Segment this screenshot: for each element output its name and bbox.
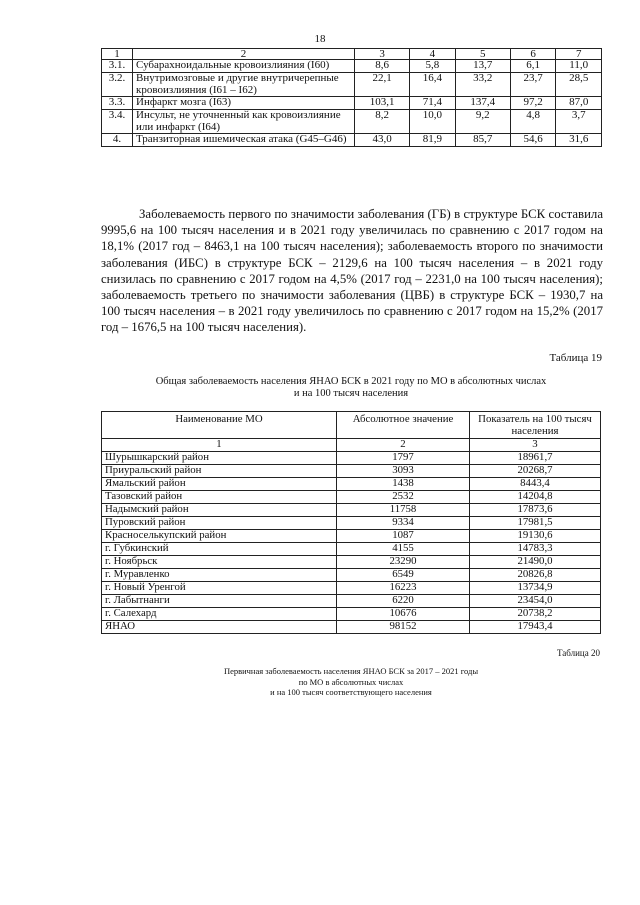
- body-paragraph: Заболеваемость первого по значимости заболевания (ГБ) в структуре БСК составила 9995,6 на 100 тысяч населения и в 2021 году увеличилась по сравнению с 2017 годом на 18,1% (2017 год – 8463,1 на 100 тысяч населения); заболеваемость второго по значимости заболевания (ИБС) в структуре БСК – 2129,6 на 100 тысяч населения – в 2021 году снизилась по сравнению с 2017 годом на 4,5% (2017 год – 2231,0 на 100 тысяч населения); заболеваемость третьего по значимости заболевания (ЦВБ) в структуре БСК – 1930,7 на 100 тысяч населения – в 2021 году увеличилось по сравнению с 2017 годом на 15,2% (2017 год – 1676,5 на 100 тысяч населения).: [101, 207, 603, 335]
- absolute-value: 1087: [337, 529, 470, 542]
- value-cell: 6,1: [510, 60, 556, 73]
- value-cell: 87,0: [556, 97, 602, 110]
- absolute-value: 98152: [337, 620, 470, 633]
- table-row: [102, 555, 601, 568]
- table-row: [102, 490, 601, 503]
- value-cell: 81,9: [410, 134, 456, 147]
- table-row: [102, 594, 601, 607]
- value-cell: 9,2: [455, 110, 510, 134]
- page-number: 18: [314, 33, 326, 45]
- mo-name: Ямальский район: [102, 477, 337, 490]
- rate-value: 13734,9: [470, 581, 601, 594]
- rate-value: 8443,4: [470, 477, 601, 490]
- table-row: [102, 620, 601, 633]
- value-cell: 8,6: [355, 60, 410, 73]
- table-header-row: [102, 412, 601, 439]
- rate-value: 23454,0: [470, 594, 601, 607]
- rate-value: 14783,3: [470, 542, 601, 555]
- rate-value: 17943,4: [470, 620, 601, 633]
- mo-name: г. Губкинский: [102, 542, 337, 555]
- table-header-row: [102, 49, 602, 60]
- header-cell: 7: [556, 49, 602, 60]
- header-cell: 6: [510, 49, 556, 60]
- diseases-table: [101, 48, 602, 147]
- rate-value: 17981,5: [470, 516, 601, 529]
- table-row: [102, 607, 601, 620]
- rate-value: 17873,6: [470, 503, 601, 516]
- value-cell: 8,2: [355, 110, 410, 134]
- mo-name: Надымский район: [102, 503, 337, 516]
- absolute-value: 4155: [337, 542, 470, 555]
- mo-name: Тазовский район: [102, 490, 337, 503]
- value-cell: 5,8: [410, 60, 456, 73]
- value-cell: 54,6: [510, 134, 556, 147]
- table-row: [102, 503, 601, 516]
- mo-name: г. Муравленко: [102, 568, 337, 581]
- absolute-value: 10676: [337, 607, 470, 620]
- header-cell: 3: [355, 49, 410, 60]
- value-cell: 97,2: [510, 97, 556, 110]
- absolute-value: 23290: [337, 555, 470, 568]
- index-cell: 1: [102, 439, 337, 452]
- header-cell: 2: [133, 49, 355, 60]
- table-row: [102, 568, 601, 581]
- disease-name: Инфаркт мозга (I63): [133, 97, 355, 110]
- rate-value: 20268,7: [470, 464, 601, 477]
- rate-value: 19130,6: [470, 529, 601, 542]
- mo-name: Пуровский район: [102, 516, 337, 529]
- table-row: [102, 134, 602, 147]
- row-number: 3.3.: [102, 97, 133, 110]
- index-row: [102, 439, 601, 452]
- mo-name: г. Новый Уренгой: [102, 581, 337, 594]
- table-row: [102, 73, 602, 97]
- row-number: 3.2.: [102, 73, 133, 97]
- table-19-label: Таблица 19: [549, 352, 602, 364]
- table-row: [102, 60, 602, 73]
- row-number: 3.4.: [102, 110, 133, 134]
- value-cell: 85,7: [455, 134, 510, 147]
- header-cell: Абсолютное значение: [337, 412, 470, 439]
- value-cell: 23,7: [510, 73, 556, 97]
- disease-name: Внутримозговые и другие внутричерепные кровоизлияния (I61 – I62): [133, 73, 355, 97]
- caption-line: и на 100 тысяч соответствующего населения: [270, 687, 432, 697]
- absolute-value: 11758: [337, 503, 470, 516]
- absolute-value: 6220: [337, 594, 470, 607]
- value-cell: 43,0: [355, 134, 410, 147]
- mo-name: Красноселькупский район: [102, 529, 337, 542]
- header-cell: 4: [410, 49, 456, 60]
- value-cell: 103,1: [355, 97, 410, 110]
- mo-name: ЯНАО: [102, 620, 337, 633]
- mo-name: Шурышкарский район: [102, 451, 337, 464]
- table-row: [102, 464, 601, 477]
- table-row: [102, 542, 601, 555]
- mo-name: г. Салехард: [102, 607, 337, 620]
- absolute-value: 9334: [337, 516, 470, 529]
- row-number: 4.: [102, 134, 133, 147]
- header-cell: 5: [455, 49, 510, 60]
- header-cell: Показатель на 100 тысяч населения: [470, 412, 601, 439]
- table-row: [102, 110, 602, 134]
- table-row: [102, 581, 601, 594]
- value-cell: 11,0: [556, 60, 602, 73]
- value-cell: 71,4: [410, 97, 456, 110]
- rate-value: 14204,8: [470, 490, 601, 503]
- index-cell: 2: [337, 439, 470, 452]
- header-cell: 1: [102, 49, 133, 60]
- table-19-caption: [101, 376, 601, 400]
- rate-value: 21490,0: [470, 555, 601, 568]
- disease-name: Инсульт, не уточненный как кровоизлияние или инфаркт (I64): [133, 110, 355, 134]
- value-cell: 16,4: [410, 73, 456, 97]
- absolute-value: 16223: [337, 581, 470, 594]
- value-cell: 31,6: [556, 134, 602, 147]
- rate-value: 18961,7: [470, 451, 601, 464]
- table-row: [102, 516, 601, 529]
- table-20-caption: [101, 666, 601, 698]
- absolute-value: 3093: [337, 464, 470, 477]
- row-number: 3.1.: [102, 60, 133, 73]
- mo-name: Приуральский район: [102, 464, 337, 477]
- absolute-value: 6549: [337, 568, 470, 581]
- table-row: [102, 97, 602, 110]
- index-cell: 3: [470, 439, 601, 452]
- value-cell: 13,7: [455, 60, 510, 73]
- table-row: [102, 529, 601, 542]
- mo-name: г. Ноябрьск: [102, 555, 337, 568]
- value-cell: 137,4: [455, 97, 510, 110]
- table-row: [102, 477, 601, 490]
- disease-name: Транзиторная ишемическая атака (G45–G46): [133, 134, 355, 147]
- table-19: [101, 411, 601, 634]
- absolute-value: 1438: [337, 477, 470, 490]
- caption-line: Первичная заболеваемость населения ЯНАО БСК за 2017 – 2021 годы: [223, 666, 479, 676]
- disease-name: Субарахноидальные кровоизлияния (I60): [133, 60, 355, 73]
- table-row: [102, 451, 601, 464]
- header-cell: Наименование МО: [102, 412, 337, 439]
- value-cell: 10,0: [410, 110, 456, 134]
- caption-line: и на 100 тысяч населения: [293, 388, 409, 399]
- value-cell: 22,1: [355, 73, 410, 97]
- table-20-label: Таблица 20: [557, 648, 600, 658]
- rate-value: 20826,8: [470, 568, 601, 581]
- absolute-value: 2532: [337, 490, 470, 503]
- value-cell: 4,8: [510, 110, 556, 134]
- value-cell: 33,2: [455, 73, 510, 97]
- value-cell: 28,5: [556, 73, 602, 97]
- mo-name: г. Лабытнанги: [102, 594, 337, 607]
- caption-line: Общая заболеваемость населения ЯНАО БСК в 2021 году по МО в абсолютных числах: [155, 376, 547, 387]
- caption-line: по МО в абсолютных числах: [298, 676, 404, 687]
- absolute-value: 1797: [337, 451, 470, 464]
- rate-value: 20738,2: [470, 607, 601, 620]
- value-cell: 3,7: [556, 110, 602, 134]
